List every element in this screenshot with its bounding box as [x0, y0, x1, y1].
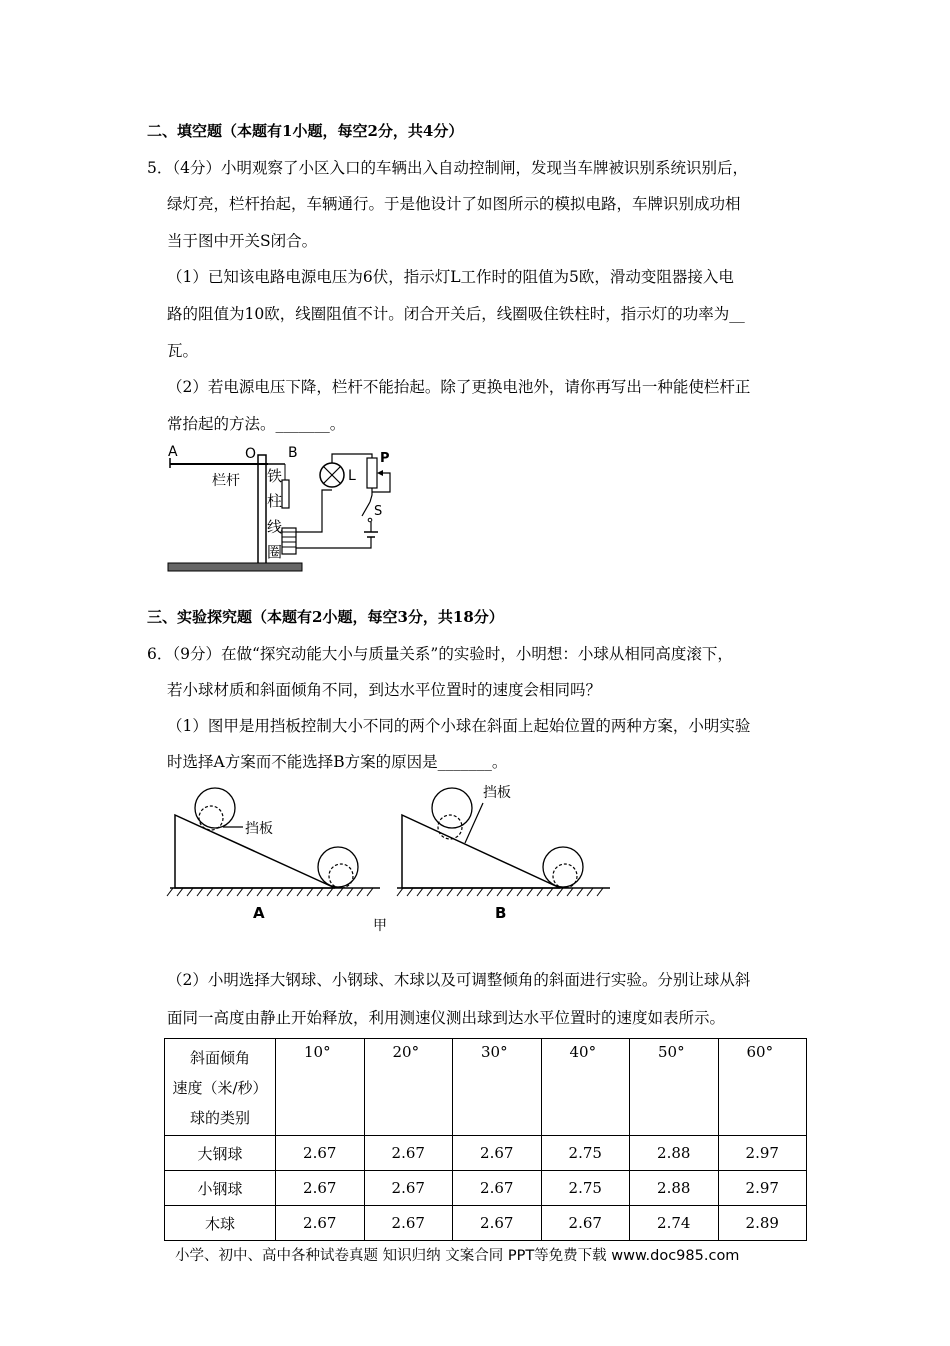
baffle-label-b: 挡板 [483, 785, 511, 801]
circuit-figure [160, 440, 410, 580]
q5-line-4: （1）已知该电路电源电压为6伏，指示灯L工作时的阻值为5欧，滑动变阻器接入电 [167, 268, 734, 286]
table-cell: 2.67 [276, 1206, 365, 1241]
angle-cell: 10° [276, 1039, 365, 1136]
table-cell: 2.67 [364, 1136, 453, 1171]
scheme-b [397, 784, 610, 922]
header-label-angle: 斜面倾角 [189, 1049, 250, 1067]
label-a: A [253, 904, 265, 922]
q5-line-1: 5．（4分）小明观察了小区入口的车辆出入自动控制闸，发现当车牌被识别系统识别后， [147, 159, 748, 177]
angle-cell: 60° [718, 1039, 807, 1136]
q5-line-2: 绿灯亮，栏杆抬起，车辆通行。于是他设计了如图所示的模拟电路，车牌识别成功相 [167, 195, 741, 213]
table-row [165, 1206, 807, 1241]
table-row [165, 1171, 807, 1206]
table-cell: 2.67 [276, 1136, 365, 1171]
header-label-speed: 速度（米/秒） [172, 1079, 268, 1097]
header-cell [165, 1039, 276, 1136]
table-header-row [165, 1039, 807, 1136]
label-b: B [495, 904, 507, 922]
table-cell: 2.88 [630, 1136, 719, 1171]
q5-line-7: （2）若电源电压下降，栏杆不能抬起。除了更换电池外，请你再写出一种能使栏杆正 [167, 378, 751, 396]
label-s: S [374, 504, 383, 519]
q5-line-6: 瓦。 [167, 342, 199, 360]
table-cell: 2.67 [364, 1171, 453, 1206]
table-cell: 2.67 [541, 1206, 630, 1241]
caption-jia: 甲 [373, 918, 387, 934]
label-xian: 线 [267, 518, 283, 536]
table-cell: 2.67 [453, 1136, 542, 1171]
section-2-title: 二、填空题（本题有1小题，每空2分，共4分） [147, 122, 464, 140]
q6-line-4: 时选择A方案而不能选择B方案的原因是_______。 [167, 753, 508, 771]
section-3-title: 三、实验探究题（本题有2小题，每空3分，共18分） [147, 608, 504, 626]
table-cell: 2.97 [718, 1136, 807, 1171]
table-cell: 2.97 [718, 1171, 807, 1206]
table-cell: 2.74 [630, 1206, 719, 1241]
table-cell: 2.67 [453, 1171, 542, 1206]
row-label: 木球 [165, 1206, 276, 1241]
label-tie: 铁 [267, 467, 283, 485]
speed-table [164, 1038, 807, 1241]
angle-cell: 20° [364, 1039, 453, 1136]
table-cell: 2.75 [541, 1171, 630, 1206]
label-quan: 圈 [267, 543, 283, 561]
row-label: 大钢球 [165, 1136, 276, 1171]
table-cell: 2.67 [276, 1171, 365, 1206]
angle-cell: 40° [541, 1039, 630, 1136]
label-rail: 栏杆 [212, 473, 240, 489]
page-footer: 小学、初中、高中各种试卷真题 知识归纳 文案合同 PPT等免费下载 www.doc985.com [175, 1248, 740, 1264]
scheme-a [167, 788, 380, 922]
q6-line-6: 面同一高度由静止开始释放，利用测速仪测出球到达水平位置时的速度如表所示。 [167, 1009, 726, 1027]
q5-line-3: 当于图中开关S闭合。 [167, 232, 318, 250]
table-cell: 2.67 [364, 1206, 453, 1241]
q5-line-5: 路的阻值为10欧，线圈阻值不计。闭合开关后，线圈吸住铁柱时，指示灯的功率为__ [167, 305, 745, 323]
q5-line-8: 常抬起的方法。_______。 [167, 415, 346, 433]
label-zhu: 柱 [267, 492, 283, 510]
angle-cell: 50° [630, 1039, 719, 1136]
label-b: B [288, 445, 298, 461]
row-label: 小钢球 [165, 1171, 276, 1206]
header-label-type: 球的类别 [189, 1109, 250, 1127]
incline-figure [165, 775, 625, 940]
angle-cell: 30° [453, 1039, 542, 1136]
table-cell: 2.75 [541, 1136, 630, 1171]
q6-line-3: （1）图甲是用挡板控制大小不同的两个小球在斜面上起始位置的两种方案，小明实验 [167, 717, 751, 735]
table-row [165, 1136, 807, 1171]
table-cell: 2.88 [630, 1171, 719, 1206]
q6-line-5: （2）小明选择大钢球、小钢球、木球以及可调整倾角的斜面进行实验。分别让球从斜 [167, 971, 751, 989]
q6-line-2: 若小球材质和斜面倾角不同，到达水平位置时的速度会相同吗？ [167, 681, 602, 699]
table-cell: 2.89 [718, 1206, 807, 1241]
label-p: P [380, 451, 390, 466]
label-o: O [245, 446, 257, 462]
table-cell: 2.67 [453, 1206, 542, 1241]
q6-line-1: 6．（9分）在做“探究动能大小与质量关系”的实验时，小明想：小球从相同高度滚下， [147, 645, 733, 663]
label-a: A [168, 444, 178, 460]
label-l: L [348, 468, 356, 484]
baffle-label-a: 挡板 [245, 821, 273, 837]
